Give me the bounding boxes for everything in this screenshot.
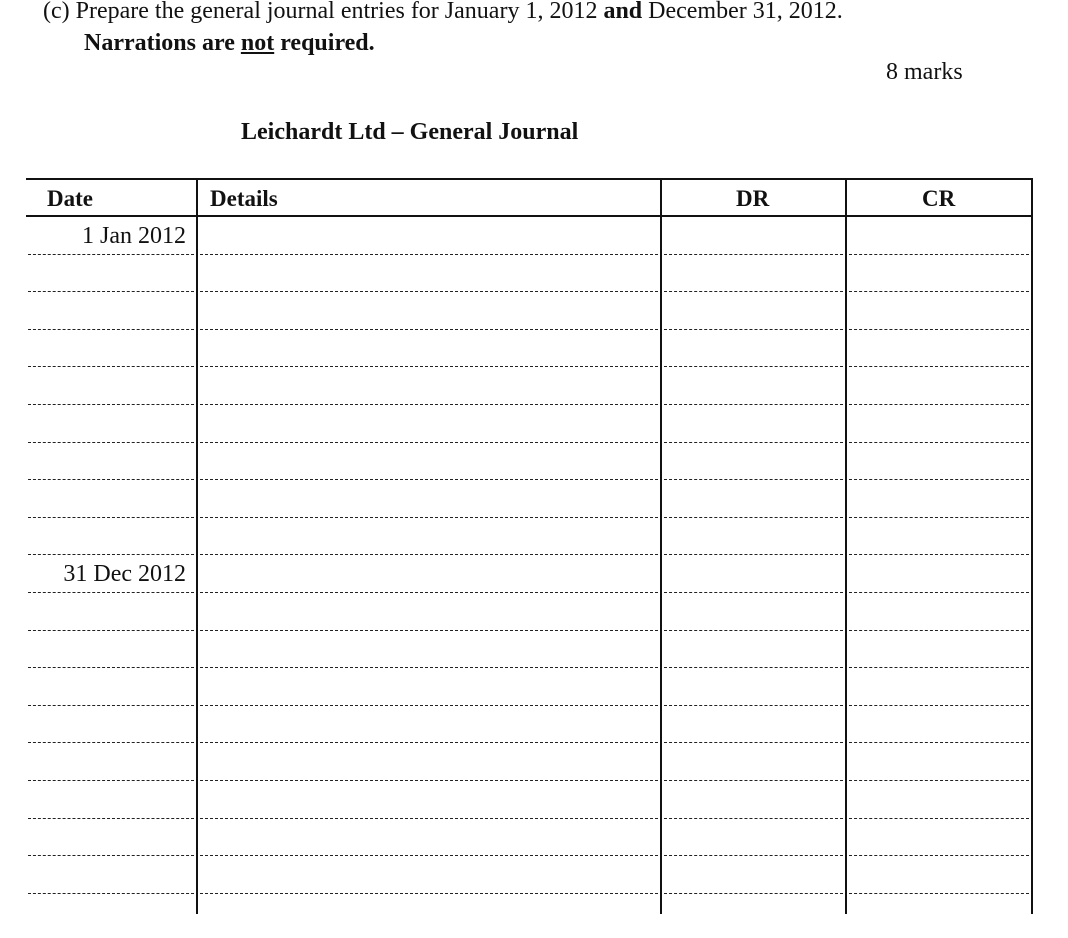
journal-row-dr[interactable] — [664, 555, 843, 593]
journal-row-dr[interactable] — [664, 518, 843, 556]
journal-row-dr[interactable] — [664, 217, 843, 255]
journal-row-dr[interactable] — [664, 631, 843, 669]
journal-row-details[interactable] — [200, 217, 658, 255]
marks-label: 8 marks — [886, 59, 963, 85]
journal-row-cr[interactable] — [849, 255, 1029, 293]
column-header-dr: DR — [736, 186, 770, 211]
journal-row-cr[interactable] — [849, 292, 1029, 330]
journal-row-dr[interactable] — [664, 443, 843, 481]
journal-row-dr[interactable] — [664, 292, 843, 330]
row-dashed-rule — [28, 893, 194, 894]
journal-row-details[interactable] — [200, 255, 658, 293]
question-text-part2: December 31, 2012. — [642, 0, 843, 24]
journal-row-cr[interactable] — [849, 555, 1029, 593]
journal-row — [26, 706, 1033, 744]
journal-row — [26, 555, 1033, 593]
journal-row-dr[interactable] — [664, 706, 843, 744]
journal-row-details[interactable] — [200, 292, 658, 330]
instruction-text-underlined: not — [240, 30, 275, 56]
journal-row-dr[interactable] — [664, 330, 843, 368]
instruction-text-part2: required. — [274, 30, 375, 56]
journal-row-cr[interactable] — [849, 367, 1029, 405]
journal-row-details[interactable] — [200, 555, 658, 593]
journal-row-cr[interactable] — [849, 443, 1029, 481]
journal-row-details[interactable] — [200, 480, 658, 518]
journal-row-details[interactable] — [200, 330, 658, 368]
journal-row-cr[interactable] — [849, 856, 1029, 894]
instruction-text — [84, 30, 375, 57]
journal-row-details[interactable] — [200, 668, 658, 706]
journal-row — [26, 631, 1033, 669]
journal-row-dr[interactable] — [664, 668, 843, 706]
journal-row — [26, 217, 1033, 255]
journal-row — [26, 781, 1033, 819]
journal-row — [26, 668, 1033, 706]
column-header-cr: CR — [922, 186, 956, 211]
journal-row-dr[interactable] — [664, 367, 843, 405]
journal-row-details[interactable] — [200, 706, 658, 744]
journal-row — [26, 819, 1033, 857]
journal-row-dr[interactable] — [664, 743, 843, 781]
journal-row-dr[interactable] — [664, 781, 843, 819]
journal-row — [26, 593, 1033, 631]
journal-row-cr[interactable] — [849, 480, 1029, 518]
row-dashed-rule — [849, 893, 1029, 894]
general-journal-table — [26, 178, 1033, 914]
journal-row — [26, 480, 1033, 518]
journal-row-details[interactable] — [200, 405, 658, 443]
journal-row — [26, 405, 1033, 443]
journal-row-dr[interactable] — [664, 593, 843, 631]
journal-row-cr[interactable] — [849, 405, 1029, 443]
journal-row-details[interactable] — [200, 518, 658, 556]
journal-row-cr[interactable] — [849, 330, 1029, 368]
journal-row-dr[interactable] — [664, 480, 843, 518]
journal-row-dr[interactable] — [664, 255, 843, 293]
journal-row — [26, 255, 1033, 293]
journal-row-date[interactable]: 1 Jan 2012 — [82, 223, 186, 249]
journal-title: Leichardt Ltd – General Journal — [241, 119, 579, 145]
journal-row-details[interactable] — [200, 367, 658, 405]
journal-row-details[interactable] — [200, 743, 658, 781]
journal-row — [26, 856, 1033, 894]
row-dashed-rule — [664, 893, 843, 894]
row-dashed-rule — [200, 893, 658, 894]
journal-row — [26, 518, 1033, 556]
column-header-date: Date — [47, 186, 93, 211]
journal-row — [26, 330, 1033, 368]
journal-row — [26, 443, 1033, 481]
journal-row-cr[interactable] — [849, 518, 1029, 556]
journal-row — [26, 367, 1033, 405]
journal-row-details[interactable] — [200, 856, 658, 894]
journal-row-date[interactable]: 31 Dec 2012 — [63, 561, 186, 588]
journal-row-details[interactable] — [200, 819, 658, 857]
journal-row-cr[interactable] — [849, 706, 1029, 744]
journal-row-cr[interactable] — [849, 743, 1029, 781]
journal-row-cr[interactable] — [849, 593, 1029, 631]
journal-row — [26, 743, 1033, 781]
journal-row-cr[interactable] — [849, 781, 1029, 819]
table-top-border — [26, 178, 1033, 180]
journal-row-cr[interactable] — [849, 217, 1029, 255]
question-text — [43, 0, 843, 25]
journal-row — [26, 292, 1033, 330]
journal-row-details[interactable] — [200, 443, 658, 481]
instruction-text-part1: Narrations are — [84, 30, 241, 56]
journal-row-dr[interactable] — [664, 856, 843, 894]
journal-row-details[interactable] — [200, 593, 658, 631]
column-header-details: Details — [210, 186, 278, 211]
journal-row-details[interactable] — [200, 631, 658, 669]
journal-row-cr[interactable] — [849, 668, 1029, 706]
journal-row-dr[interactable] — [664, 405, 843, 443]
question-text-part1: (c) Prepare the general journal entries for January 1, 2012 — [43, 0, 604, 24]
journal-row-cr[interactable] — [849, 631, 1029, 669]
journal-row-dr[interactable] — [664, 819, 843, 857]
question-text-bold: and — [603, 0, 643, 24]
journal-row-details[interactable] — [200, 781, 658, 819]
journal-row-cr[interactable] — [849, 819, 1029, 857]
